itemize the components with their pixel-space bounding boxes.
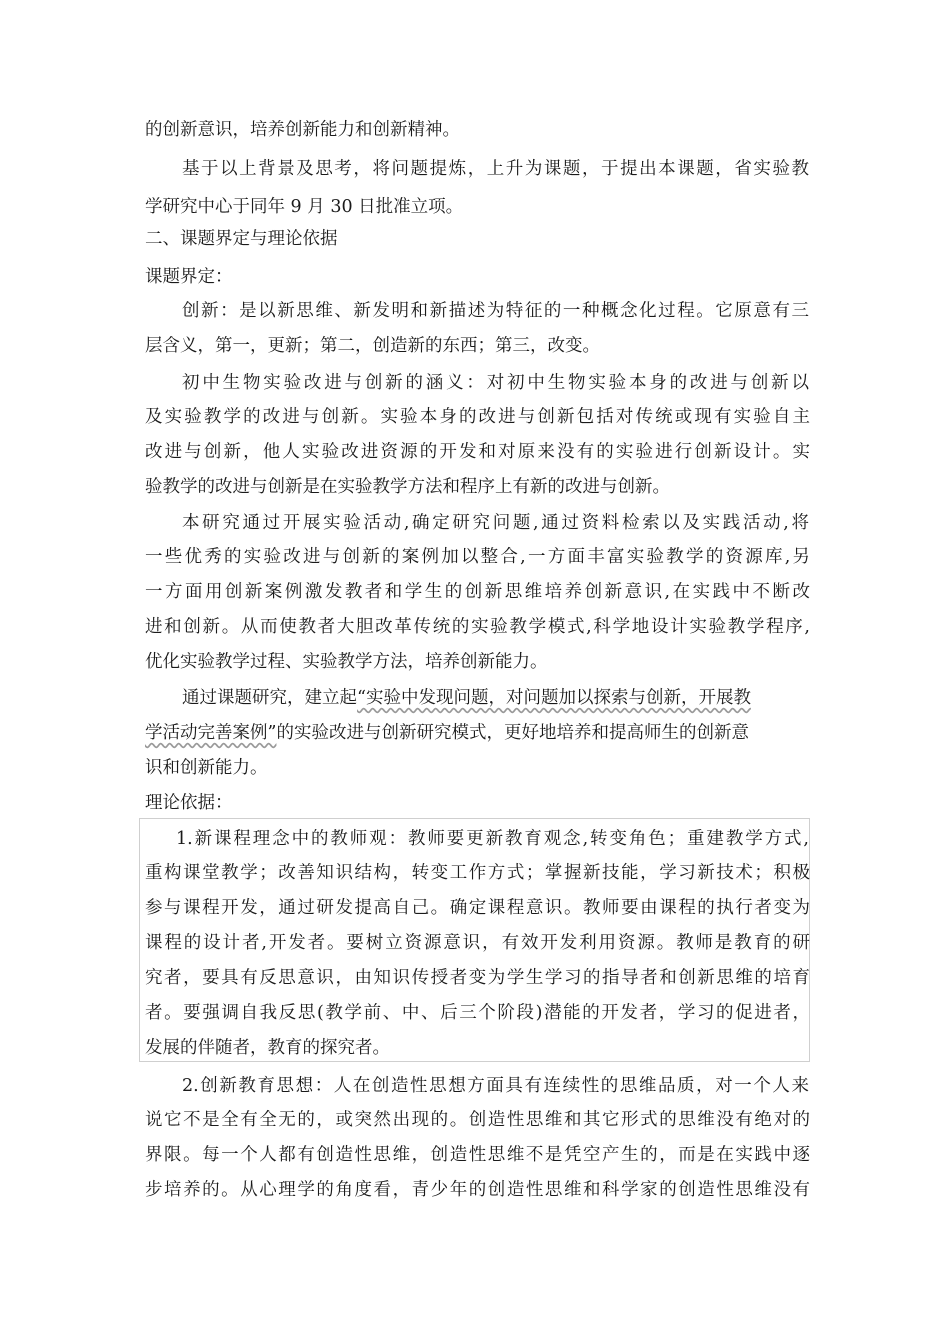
text-line: 本研究通过开展实验活动,确定研究问题,通过资料检索以及实践活动,将 bbox=[182, 513, 809, 533]
text-line: 及实验教学的改进与创新。实验本身的改进与创新包括对传统或现有实验自主 bbox=[145, 407, 810, 427]
text-line: 创新：是以新思维、新发明和新描述为特征的一种概念化过程。它原意有三 bbox=[182, 301, 809, 321]
text-line: 发展的伴随者，教育的探究者。 bbox=[145, 1038, 390, 1058]
text-line: 改进与创新，他人实验改进资源的开发和对原来没有的实验进行创新设计。实 bbox=[145, 442, 810, 462]
text-line: 重构课堂教学；改善知识结构，转变工作方式；掌握新技能，学习新技术；积极 bbox=[145, 863, 810, 883]
text-line: 究者，要具有反思意识，由知识传授者变为学生学习的指导者和创新思维的培育 bbox=[145, 968, 810, 988]
text-segment: 的实验改进与创新研究模式，更好地培养和提高师生的创新意 bbox=[276, 723, 749, 743]
text-line: 2.创新教育思想：人在创造性思想方面具有连续性的思维品质，对一个人来 bbox=[182, 1076, 809, 1096]
text-line: 优化实验教学过程、实验教学方法，培养创新能力。 bbox=[145, 652, 548, 672]
text-segment: 通过课题研究，建立起 bbox=[182, 688, 357, 708]
text-line: 1.新课程理念中的教师观：教师要更新教育观念,转变角色；重建教学方式, bbox=[176, 829, 809, 849]
text-line: 初中生物实验改进与创新的涵义：对初中生物实验本身的改进与创新以 bbox=[182, 373, 809, 393]
text-line: 识和创新能力。 bbox=[145, 758, 268, 778]
text-line: 基于以上背景及思考，将问题提炼，上升为课题，于提出本课题，省实验教 bbox=[182, 159, 809, 179]
subheading: 课题界定： bbox=[145, 267, 233, 287]
text-line: 一方面用创新案例激发教者和学生的创新思维培养创新意识,在实践中不断改 bbox=[145, 582, 810, 602]
underlined-phrase: “实验中发现问题，对问题加以探索与创新，开展教 bbox=[357, 688, 751, 708]
text-line: 验教学的改进与创新是在实验教学方法和程序上有新的改进与创新。 bbox=[145, 477, 670, 497]
text-line: 一些优秀的实验改进与创新的案例加以整合,一方面丰富实验教学的资源库,另 bbox=[145, 547, 810, 567]
text-line: 学研究中心于同年 9 月 30 日批准立项。 bbox=[145, 197, 464, 217]
text-line: 层含义，第一，更新；第二，创造新的东西；第三，改变。 bbox=[145, 336, 600, 356]
text-line: 的创新意识，培养创新能力和创新精神。 bbox=[145, 120, 460, 140]
text-line bbox=[182, 686, 809, 710]
section-heading: 二、课题界定与理论依据 bbox=[145, 229, 338, 249]
underlined-phrase: 学活动完善案例” bbox=[145, 723, 277, 743]
text-line bbox=[145, 721, 810, 745]
text-line: 者。要强调自我反思(教学前、中、后三个阶段)潜能的开发者，学习的促进者， bbox=[145, 1003, 810, 1023]
text-line: 界限。每一个人都有创造性思维，创造性思维不是凭空产生的，而是在实践中逐 bbox=[145, 1145, 810, 1165]
text-line: 步培养的。从心理学的角度看，青少年的创造性思维和科学家的创造性思维没有 bbox=[145, 1180, 810, 1200]
text-line: 课程的设计者,开发者。要树立资源意识，有效开发利用资源。教师是教育的研 bbox=[145, 933, 810, 953]
text-line: 进和创新。从而使教者大胆改革传统的实验教学模式,科学地设计实验教学程序, bbox=[145, 617, 810, 637]
text-line: 说它不是全有全无的，或突然出现的。创造性思维和其它形式的思维没有绝对的 bbox=[145, 1110, 810, 1130]
subheading: 理论依据： bbox=[145, 793, 233, 813]
text-line: 参与课程开发，通过研发提高自己。确定课程意识。教师要由课程的执行者变为 bbox=[145, 898, 810, 918]
